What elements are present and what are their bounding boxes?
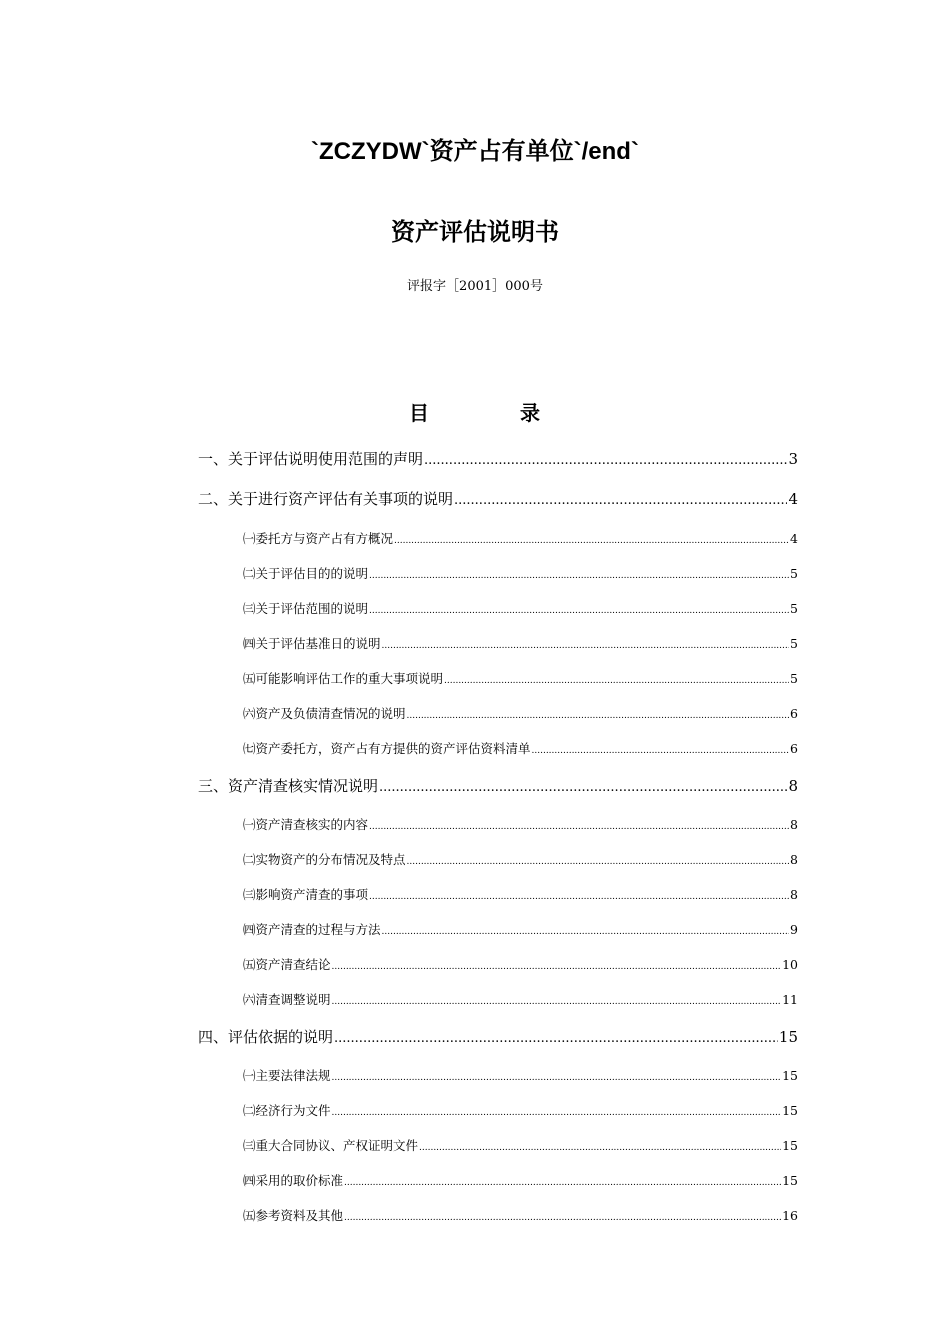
toc-subsection[interactable] bbox=[243, 529, 798, 551]
toc-label: ㈡经济行为文件 bbox=[243, 1103, 331, 1118]
toc-subsection[interactable] bbox=[243, 704, 798, 726]
toc-dot-leader bbox=[369, 815, 789, 837]
toc-dot-leader bbox=[382, 920, 790, 942]
toc-page-number: 5 bbox=[790, 636, 798, 651]
toc-subsection[interactable] bbox=[243, 1206, 798, 1228]
toc-heading bbox=[0, 396, 950, 432]
toc-dot-leader bbox=[444, 669, 789, 691]
toc-page-number: 16 bbox=[782, 1208, 798, 1223]
report-number: 评报字［2001］000号 bbox=[407, 279, 543, 294]
toc-page-number: 9 bbox=[790, 922, 798, 937]
toc-page-number: 5 bbox=[790, 671, 798, 686]
toc-dot-leader bbox=[344, 1206, 781, 1228]
toc-dot-leader bbox=[332, 1101, 782, 1123]
toc-page-number: 4 bbox=[788, 490, 798, 508]
toc-dot-leader bbox=[332, 990, 782, 1012]
toc-label: 二、关于进行资产评估有关事项的说明 bbox=[198, 490, 454, 508]
toc-label: ㈣采用的取价标准 bbox=[243, 1173, 344, 1188]
toc-label: ㈢关于评估范围的说明 bbox=[243, 601, 369, 616]
toc-subsection[interactable] bbox=[243, 885, 798, 907]
toc-section[interactable] bbox=[198, 1026, 798, 1050]
toc-label: ㈤参考资料及其他 bbox=[243, 1208, 344, 1223]
toc-page-number: 10 bbox=[782, 957, 798, 972]
toc-dot-leader bbox=[424, 448, 787, 472]
toc-page-number: 5 bbox=[790, 566, 798, 581]
toc-label: ㈠资产清查核实的内容 bbox=[243, 817, 369, 832]
toc-dot-leader bbox=[454, 488, 787, 512]
toc-subsection[interactable] bbox=[243, 815, 798, 837]
toc-page-number: 15 bbox=[782, 1138, 798, 1153]
toc-subsection[interactable] bbox=[243, 920, 798, 942]
toc-dot-leader bbox=[369, 564, 789, 586]
toc-dot-leader bbox=[369, 599, 789, 621]
toc-label: 四、评估依据的说明 bbox=[198, 1028, 334, 1046]
toc-page-number: 15 bbox=[782, 1103, 798, 1118]
toc-label: ㈢影响资产清查的事项 bbox=[243, 887, 369, 902]
toc-page-number: 6 bbox=[790, 741, 798, 756]
toc-subsection[interactable] bbox=[243, 1171, 798, 1193]
toc-dot-leader bbox=[332, 1066, 782, 1088]
toc-dot-leader bbox=[394, 529, 789, 551]
toc-page-number: 11 bbox=[782, 992, 798, 1007]
toc-section[interactable] bbox=[198, 488, 798, 512]
toc-page-number: 3 bbox=[788, 450, 798, 468]
toc-label: ㈦资产委托方，资产占有方提供的资产评估资料清单 bbox=[243, 741, 531, 756]
toc-label: 一、关于评估说明使用范围的声明 bbox=[198, 450, 424, 468]
toc-dot-leader bbox=[332, 955, 782, 977]
toc-dot-leader bbox=[407, 704, 790, 726]
toc-page-number: 8 bbox=[788, 777, 798, 795]
toc-label: ㈢重大合同协议、产权证明文件 bbox=[243, 1138, 419, 1153]
toc-heading-char-2: 录 bbox=[520, 401, 540, 425]
toc-dot-leader bbox=[369, 885, 789, 907]
toc-subsection[interactable] bbox=[243, 1136, 798, 1158]
toc-section[interactable] bbox=[198, 448, 798, 472]
toc-label: 三、资产清查核实情况说明 bbox=[198, 777, 379, 795]
toc-subsection[interactable] bbox=[243, 564, 798, 586]
toc-dot-leader bbox=[344, 1171, 781, 1193]
document-title: `ZCZYDW`资产占有单位`/end` bbox=[311, 138, 639, 165]
toc-label: ㈤可能影响评估工作的重大事项说明 bbox=[243, 671, 444, 686]
toc-page-number: 8 bbox=[790, 887, 798, 902]
toc-dot-leader bbox=[334, 1026, 778, 1050]
toc-label: ㈠主要法律法规 bbox=[243, 1068, 331, 1083]
toc-subsection[interactable] bbox=[243, 599, 798, 621]
toc-label: ㈤资产清查结论 bbox=[243, 957, 331, 972]
toc-section[interactable] bbox=[198, 775, 798, 799]
toc-subsection[interactable] bbox=[243, 1101, 798, 1123]
toc-subsection[interactable] bbox=[243, 739, 798, 761]
toc-page-number: 15 bbox=[782, 1173, 798, 1188]
toc-dot-leader bbox=[532, 739, 790, 761]
toc-label: ㈥资产及负债清查情况的说明 bbox=[243, 706, 406, 721]
toc-page-number: 5 bbox=[790, 601, 798, 616]
toc-subsection[interactable] bbox=[243, 990, 798, 1012]
toc-label: ㈣资产清查的过程与方法 bbox=[243, 922, 381, 937]
document-subtitle: 资产评估说明书 bbox=[391, 218, 559, 246]
toc-subsection[interactable] bbox=[243, 634, 798, 656]
toc-dot-leader bbox=[407, 850, 790, 872]
toc-page-number: 4 bbox=[790, 531, 798, 546]
toc-page-number: 15 bbox=[778, 1028, 798, 1046]
toc-page-number: 6 bbox=[790, 706, 798, 721]
toc-label: ㈡实物资产的分布情况及特点 bbox=[243, 852, 406, 867]
toc-heading-char-1: 目 bbox=[409, 401, 429, 425]
toc-label: ㈣关于评估基准日的说明 bbox=[243, 636, 381, 651]
toc-label: ㈠委托方与资产占有方概况 bbox=[243, 531, 394, 546]
toc-label: ㈥清查调整说明 bbox=[243, 992, 331, 1007]
toc-label: ㈡关于评估目的的说明 bbox=[243, 566, 369, 581]
toc-subsection[interactable] bbox=[243, 955, 798, 977]
toc-subsection[interactable] bbox=[243, 850, 798, 872]
toc-page-number: 8 bbox=[790, 817, 798, 832]
toc-page-number: 15 bbox=[782, 1068, 798, 1083]
toc-dot-leader bbox=[382, 634, 790, 656]
toc-subsection[interactable] bbox=[243, 1066, 798, 1088]
toc-subsection[interactable] bbox=[243, 669, 798, 691]
toc-page-number: 8 bbox=[790, 852, 798, 867]
toc-dot-leader bbox=[419, 1136, 781, 1158]
toc-dot-leader bbox=[379, 775, 787, 799]
